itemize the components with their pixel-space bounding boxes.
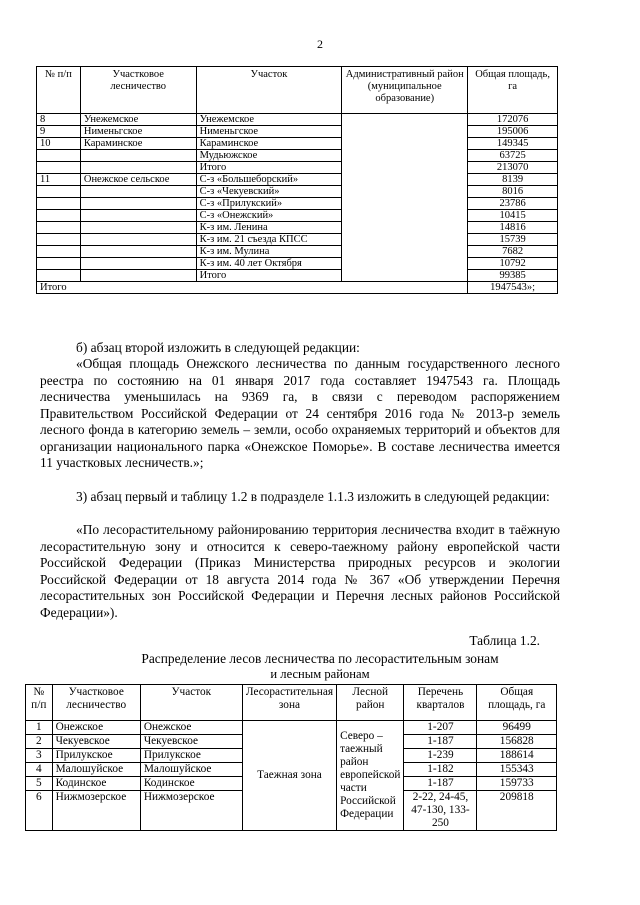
table-row [37,210,558,222]
table-label: Таблица 1.2. [469,633,540,648]
row-region: Северо – таежный район европейской части Российской Федерации [337,721,404,831]
row-number [37,234,81,246]
col-district: Участковое лесничество [80,67,196,114]
row-district: Онежское сельское [80,174,196,186]
row-area: 159733 [477,777,557,791]
row-plot: Прилукское [140,749,242,763]
row-area: 96499 [477,721,557,735]
row-plot: К-з им. 21 съезда КПСС [196,234,342,246]
row-plot: Кодинское [140,777,242,791]
col-admin-district: Административный район (муниципальное образование) [342,67,468,114]
table-row [37,162,558,174]
row-number [37,270,81,282]
table-row [37,174,558,186]
row-area: 23786 [468,198,558,210]
row-number: 8 [37,114,81,126]
row-number [37,246,81,258]
row-district [80,186,196,198]
zoning-table [25,684,557,831]
row-area: 8139 [468,174,558,186]
row-quarters: 1-239 [404,749,477,763]
total-value: 1947543»; [468,282,558,294]
row-plot: Нижмозерское [140,791,242,831]
row-plot: Унежемское [196,114,342,126]
table-row [37,150,558,162]
row-district: Онежское [52,721,140,735]
row-plot: Нименьгское [196,126,342,138]
row-zone: Таежная зона [242,721,336,831]
row-quarters: 1-182 [404,763,477,777]
row-plot: Мудьюжское [196,150,342,162]
row-area: 15739 [468,234,558,246]
table-header-row [37,67,558,114]
row-district [80,234,196,246]
table-row [37,126,558,138]
table-row [37,270,558,282]
row-number [37,222,81,234]
row-area: 8016 [468,186,558,198]
row-district: Кодинское [52,777,140,791]
row-district [80,162,196,174]
table-row [37,114,558,126]
row-area: 172076 [468,114,558,126]
row-quarters: 2-22, 24-45, 47-130, 133-250 [404,791,477,831]
row-plot: Караминское [196,138,342,150]
row-plot: С-з «Онежский» [196,210,342,222]
row-quarters: 1-207 [404,721,477,735]
table-total-row [37,282,558,294]
row-number [37,162,81,174]
row-plot: К-з им. Мулина [196,246,342,258]
row-district [80,150,196,162]
col-region: Лесной район [337,685,404,721]
row-number: 9 [37,126,81,138]
row-district [80,222,196,234]
row-area: 155343 [477,763,557,777]
paragraph-3: 3) абзац первый и таблицу 1.2 в подразделе 1.1.3 изложить в следующей редакции: [76,489,550,504]
row-district [80,198,196,210]
col-number: № п/п [37,67,81,114]
row-area: 10792 [468,258,558,270]
row-number: 5 [26,777,53,791]
row-area: 213070 [468,162,558,174]
row-district [80,258,196,270]
row-district [80,210,196,222]
col-number: № п/п [26,685,53,721]
table-header-row [26,685,557,721]
row-area: 188614 [477,749,557,763]
row-quarters: 1-187 [404,777,477,791]
row-number [37,186,81,198]
table-row [37,138,558,150]
col-plot: Участок [196,67,342,114]
row-area: 149345 [468,138,558,150]
row-area: 63725 [468,150,558,162]
row-number: 2 [26,735,53,749]
row-district: Унежемское [80,114,196,126]
row-admin-district [342,114,468,282]
paragraph-quote-zoning: «По лесорастительному районированию территория лесничества входит в таёжную лесорастительную зону и относится к северо-таежному району европейской части Российской Федерации (Приказ Министерства природных ресурсов и экологии Российской Федерации от 18 августа 2014 года № 367 «Об утверждении Перечня лесорастительных зон Российской Федерации и Перечня лесных районов Российской Федерации»). [40,522,560,620]
row-plot: Чекуевское [140,735,242,749]
row-number: 4 [26,763,53,777]
row-quarters: 1-187 [404,735,477,749]
col-quarters: Перечень кварталов [404,685,477,721]
row-district: Чекуевское [52,735,140,749]
row-plot: Итого [196,270,342,282]
table-row [37,222,558,234]
area-table [36,66,558,294]
page-number: 2 [317,37,323,51]
row-area: 7682 [468,246,558,258]
table-row [37,198,558,210]
table-row [37,186,558,198]
row-plot: К-з им. Ленина [196,222,342,234]
row-district [80,270,196,282]
col-area: Общая площадь, га [468,67,558,114]
paragraph-quote-area: «Общая площадь Онежского лесничества по данным государственного лесного реестра по состоянию на 01 января 2017 года составляет 1947543 га. Площадь лесничества уменьшилась на 9369 га, в связи с переводом распоряжением Правительством Российской Федерации от 24 сентября 2016 года № 2013-р земель лесного фонда в категорию земель – земли, особо охраняемых территорий и объектов для организации национального парка «Онежское Поморье». В составе лесничества имеется 11 участковых лесничеств.»; [40,356,560,470]
row-number: 1 [26,721,53,735]
row-district: Малошуйское [52,763,140,777]
table-row [26,721,557,735]
row-district: Караминское [80,138,196,150]
row-number [37,210,81,222]
row-number: 10 [37,138,81,150]
row-plot: С-з «Большеборский» [196,174,342,186]
col-plot: Участок [140,685,242,721]
row-number [37,150,81,162]
row-plot: К-з им. 40 лет Октября [196,258,342,270]
row-area: 209818 [477,791,557,831]
row-number [37,258,81,270]
table-row [37,234,558,246]
row-plot: Онежское [140,721,242,735]
row-number: 3 [26,749,53,763]
col-zone: Лесорастительная зона [242,685,336,721]
row-plot: Итого [196,162,342,174]
row-number [37,198,81,210]
table-title-line1: Распределение лесов лесничества по лесорастительным зонам [141,651,499,666]
row-district [80,246,196,258]
row-district: Нижмозерское [52,791,140,831]
table-title-line2: и лесным районам [270,667,370,681]
total-label: Итого [37,282,468,294]
row-district: Прилукское [52,749,140,763]
table-row [37,246,558,258]
row-area: 10415 [468,210,558,222]
row-plot: С-з «Прилукский» [196,198,342,210]
row-number: 6 [26,791,53,831]
col-district: Участковое лесничество [52,685,140,721]
row-area: 14816 [468,222,558,234]
row-area: 195006 [468,126,558,138]
paragraph-b: б) абзац второй изложить в следующей редакции: [76,340,360,355]
row-number: 11 [37,174,81,186]
row-plot: Малошуйское [140,763,242,777]
row-district: Нименьгское [80,126,196,138]
row-plot: С-з «Чекуевский» [196,186,342,198]
col-area: Общая площадь, га [477,685,557,721]
table-row [37,258,558,270]
row-area: 156828 [477,735,557,749]
row-area: 99385 [468,270,558,282]
